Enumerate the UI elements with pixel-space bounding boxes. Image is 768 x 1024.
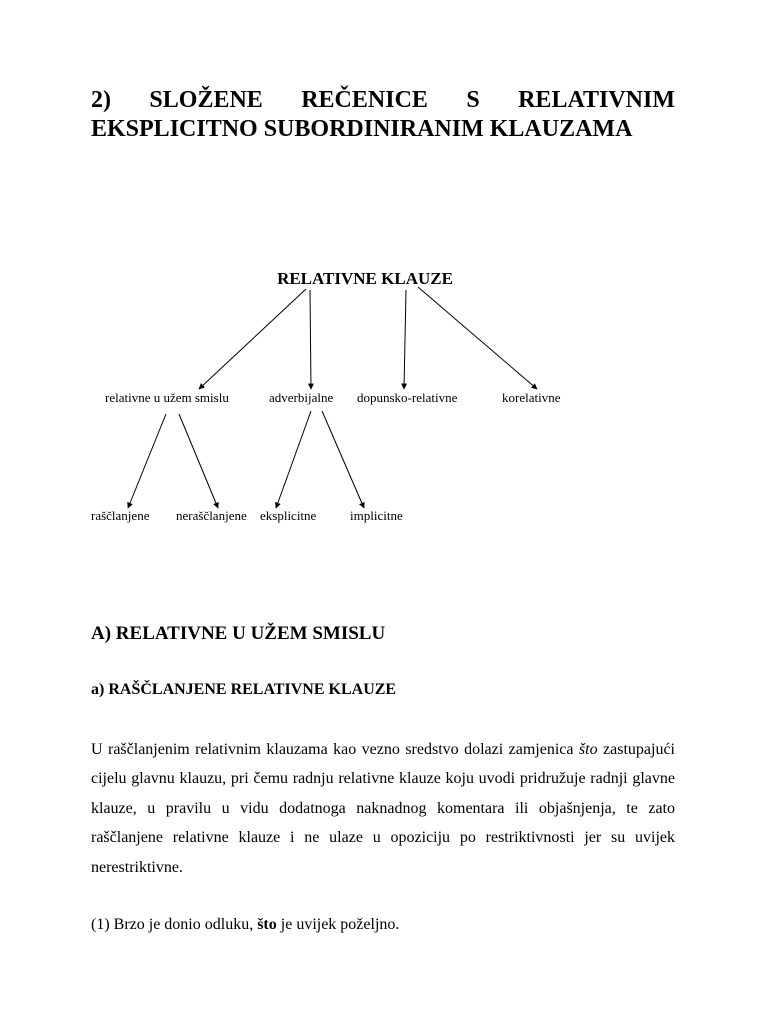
- section-heading: A) RELATIVNE U UŽEM SMISLU: [91, 623, 386, 644]
- paragraph-text-end: zastupajući cijelu glavnu klauzu, pri čemu radnju relativne klauze koju uvodi pridružuje radnji glavne klauze, u pravilu u vidu dodatnoga naknadnog komentara ili objašnjenja, te zato raščlanjene relativne klauze i ne ulaze u opoziciju po restriktivnosti jer su uvijek nerestriktivne.: [91, 741, 676, 876]
- subsection-heading: a) RAŠČLANJENE RELATIVNE KLAUZE: [91, 681, 397, 698]
- arrow-adverbijalne-to-eksplicitne: [276, 411, 311, 508]
- node-rasclanjene: raščlanjene: [91, 508, 150, 523]
- node-relativne-u-uzem-smislu: relativne u užem smislu: [105, 390, 229, 405]
- paragraph-text-start: U raščlanjenim relativnim klauzama kao vezno sredstvo dolazi zamjenica: [91, 741, 579, 758]
- example-text-start: (1) Brzo je donio odluku,: [91, 916, 258, 933]
- arrow-root-to-korelativne: [418, 287, 537, 389]
- arrow-relativne-to-nerasclanjene: [179, 414, 218, 508]
- node-adverbijalne: adverbijalne: [269, 390, 334, 405]
- node-dopunsko-relativne: dopunsko-relativne: [357, 390, 458, 405]
- body-paragraph: [91, 735, 675, 882]
- example-text-end: je uvijek poželjno.: [276, 916, 400, 933]
- paragraph-italic-sto: što: [578, 741, 598, 758]
- page-title-line-1: 2) SLOŽENE REČENICE S RELATIVNIM: [91, 87, 675, 113]
- page-title-line-2: EKSPLICITNO SUBORDINIRANIM KLAUZAMA: [91, 116, 633, 142]
- arrow-adverbijalne-to-implicitne: [322, 411, 364, 508]
- arrow-root-to-relativne: [199, 289, 306, 389]
- example-bold-sto: što: [257, 916, 277, 933]
- example-sentence: [91, 913, 399, 937]
- arrow-relativne-to-rasclanjene: [128, 414, 166, 508]
- node-implicitne: implicitne: [350, 508, 403, 523]
- arrow-root-to-dopunsko: [404, 290, 406, 389]
- node-korelativne: korelativne: [502, 390, 561, 405]
- diagram-root-label: RELATIVNE KLAUZE: [277, 269, 453, 288]
- node-eksplicitne: eksplicitne: [260, 508, 317, 523]
- arrow-root-to-adverbijalne: [310, 290, 311, 389]
- node-nerasclanjene: neraščlanjene: [176, 508, 247, 523]
